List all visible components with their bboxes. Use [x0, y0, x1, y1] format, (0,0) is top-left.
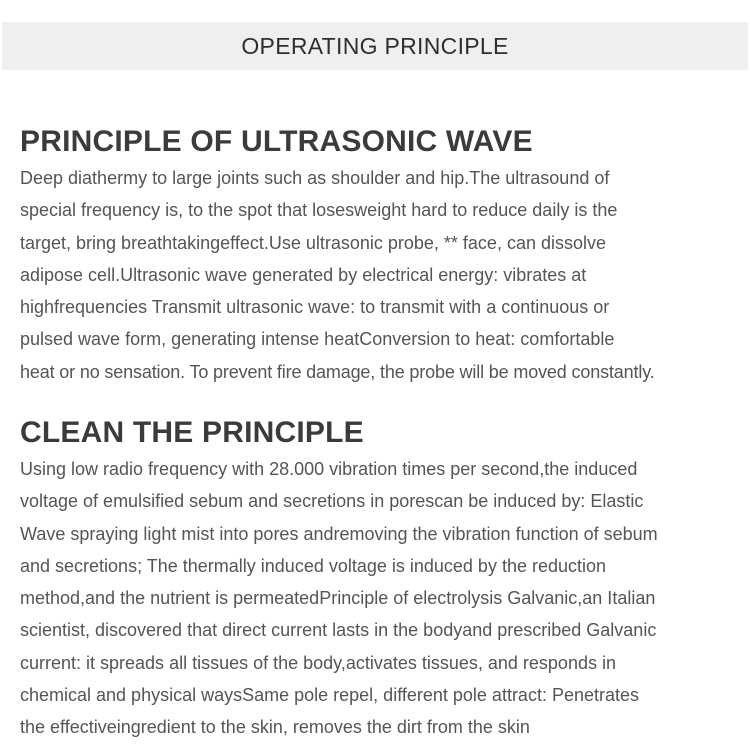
body-line: the effectiveingredient to the skin, removes the dirt from the skin: [20, 717, 530, 738]
body-line: current: it spreads all tissues of the body,activates tissues, and responds in: [20, 652, 616, 673]
body-line: heat or no sensation. To prevent fire damage, the probe will be moved constantly.: [20, 361, 655, 382]
section-body: [20, 453, 748, 744]
section-clean-principle: [20, 413, 748, 744]
body-line: adipose cell.Ultrasonic wave generated by electrical energy: vibrates at: [20, 264, 587, 285]
header-banner: [2, 22, 748, 70]
section-heading: PRINCIPLE OF ULTRASONIC WAVE: [20, 125, 533, 158]
body-line: method,and the nutrient is permeatedPrinciple of electrolysis Galvanic,an Italian: [20, 588, 656, 609]
banner-title: OPERATING PRINCIPLE: [241, 32, 509, 59]
body-line: highfrequencies Transmit ultrasonic wave: to transmit with a continuous or: [20, 297, 610, 318]
body-line: voltage of emulsified sebum and secretions in porescan be induced by: Elastic: [20, 491, 644, 512]
section-body: [20, 162, 748, 388]
body-line: Using low radio frequency with 28.000 vibration times per second,the induced: [20, 459, 638, 479]
section-heading: CLEAN THE PRINCIPLE: [20, 416, 364, 449]
body-line: scientist, discovered that direct current lasts in the bodyand prescribed Galvanic: [20, 620, 657, 641]
body-line: Deep diathermy to large joints such as shoulder and hip.The ultrasound of: [20, 168, 610, 188]
section-ultrasonic-wave: [20, 122, 748, 388]
body-line: target, bring breathtakingeffect.Use ultrasonic probe, ** face, can dissolve: [20, 232, 607, 253]
body-line: chemical and physical waysSame pole repel, different pole attract: Penetrates: [20, 685, 640, 706]
body-line: and secretions; The thermally induced voltage is induced by the reduction: [20, 555, 607, 576]
body-line: special frequency is, to the spot that losesweight hard to reduce daily is the: [20, 200, 618, 221]
body-line: Wave spraying light mist into pores andremoving the vibration function of sebum: [20, 523, 658, 544]
body-line: pulsed wave form, generating intense heatConversion to heat: comfortable: [20, 329, 615, 350]
